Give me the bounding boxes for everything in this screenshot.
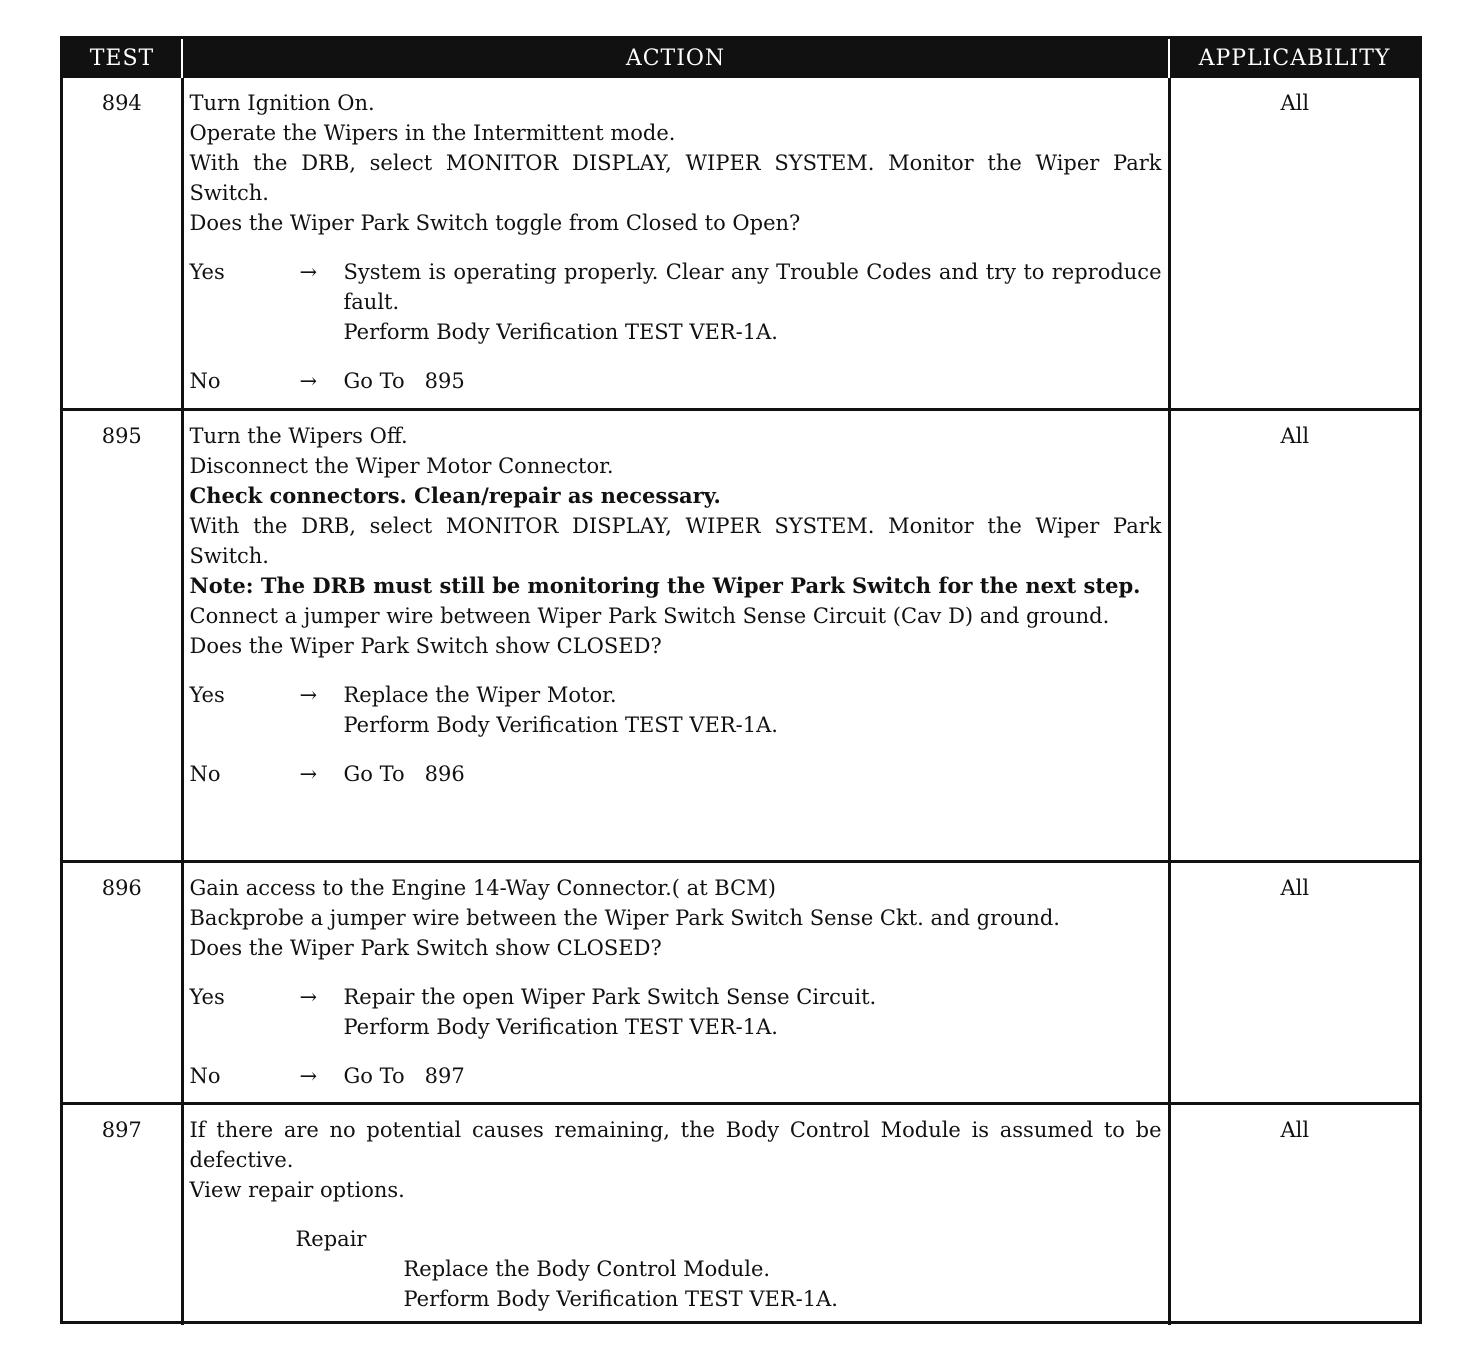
repair-line: Perform Body Verification TEST VER-1A. <box>403 1286 838 1311</box>
test-number: 894 <box>63 78 182 409</box>
applicability-value: All <box>1169 861 1419 1103</box>
result-line: Repair the open Wiper Park Switch Sense Circuit. <box>343 984 877 1009</box>
action-note: Note: The DRB must still be monitoring the Wiper Park Switch for the next step. <box>189 572 1141 598</box>
goto-link[interactable]: Go To 896 <box>343 761 465 786</box>
test-row-897 <box>63 1103 1419 1325</box>
action-cell <box>182 409 1169 861</box>
applicability-value: All <box>1169 1103 1419 1325</box>
yes-result <box>344 257 1162 347</box>
yes-label: Yes <box>189 682 225 707</box>
header-test: TEST <box>63 39 182 78</box>
repair-line: Replace the Body Control Module. <box>403 1256 771 1281</box>
result-line: System is operating properly. Clear any Trouble Codes and try to reproduce fault. <box>343 260 1162 314</box>
no-outcome <box>190 366 1162 396</box>
action-step: If there are no potential causes remaining, the Body Control Module is assumed to be defective. <box>189 1117 1162 1172</box>
applicability-value: All <box>1169 409 1419 861</box>
yes-outcome <box>190 257 1162 347</box>
result-line: Perform Body Verification TEST VER-1A. <box>343 320 778 344</box>
yes-outcome <box>190 982 1162 1042</box>
table-header-row <box>63 39 1419 78</box>
action-cell <box>182 1103 1169 1325</box>
action-step: Gain access to the Engine 14-Way Connector.( at BCM) <box>189 875 776 900</box>
action-step: Operate the Wipers in the Intermittent mode. <box>189 121 676 145</box>
arrow-icon: → <box>299 682 318 707</box>
diagnostic-test-table <box>63 39 1419 1325</box>
yes-label: Yes <box>189 260 225 284</box>
action-question: Does the Wiper Park Switch show CLOSED? <box>189 633 662 658</box>
applicability-value: All <box>1169 78 1419 409</box>
no-label: No <box>189 761 221 786</box>
test-number: 895 <box>63 409 182 861</box>
yes-outcome <box>190 680 1162 740</box>
result-line: Perform Body Verification TEST VER-1A. <box>343 712 778 737</box>
action-step: Disconnect the Wiper Motor Connector. <box>189 453 614 478</box>
test-row-896 <box>63 861 1419 1103</box>
yes-result <box>344 982 1162 1042</box>
action-step: Backprobe a jumper wire between the Wiper Park Switch Sense Ckt. and ground. <box>189 905 1060 930</box>
goto-link[interactable]: Go To 895 <box>343 369 465 393</box>
action-step: View repair options. <box>189 1177 405 1202</box>
arrow-icon: → <box>299 761 318 786</box>
arrow-icon: → <box>299 1063 318 1088</box>
repair-label: Repair <box>295 1226 367 1251</box>
diagnostic-procedure-sheet <box>60 36 1422 1324</box>
action-step: Connect a jumper wire between Wiper Park Switch Sense Circuit (Cav D) and ground. <box>189 603 1110 628</box>
action-step: Turn Ignition On. <box>189 91 375 115</box>
arrow-icon: → <box>299 369 318 393</box>
test-row-895 <box>63 409 1419 861</box>
repair-steps <box>296 1254 1162 1314</box>
header-action: ACTION <box>182 39 1169 78</box>
action-cell <box>182 861 1169 1103</box>
action-step-emphasis: Check connectors. Clean/repair as necessary. <box>189 482 721 508</box>
action-question: Does the Wiper Park Switch show CLOSED? <box>189 935 662 960</box>
no-label: No <box>189 1063 221 1088</box>
test-number: 896 <box>63 861 182 1103</box>
arrow-icon: → <box>299 984 318 1009</box>
action-question: Does the Wiper Park Switch toggle from Closed to Open? <box>189 211 801 235</box>
action-cell <box>182 78 1169 409</box>
result-line: Replace the Wiper Motor. <box>343 682 617 707</box>
no-label: No <box>189 369 221 393</box>
action-step: With the DRB, select MONITOR DISPLAY, WIPER SYSTEM. Monitor the Wiper Park Switch. <box>189 513 1162 568</box>
no-outcome <box>190 759 1162 789</box>
test-number: 897 <box>63 1103 182 1325</box>
header-applicability: APPLICABILITY <box>1169 39 1419 78</box>
action-step: With the DRB, select MONITOR DISPLAY, WIPER SYSTEM. Monitor the Wiper Park Switch. <box>189 151 1162 205</box>
action-step: Turn the Wipers Off. <box>189 423 408 448</box>
arrow-icon: → <box>299 260 318 284</box>
no-outcome <box>190 1061 1162 1091</box>
test-row-894 <box>63 78 1419 409</box>
yes-result <box>344 680 1162 740</box>
goto-link[interactable]: Go To 897 <box>343 1063 465 1088</box>
yes-label: Yes <box>189 984 225 1009</box>
result-line: Perform Body Verification TEST VER-1A. <box>343 1014 778 1039</box>
repair-outcome <box>190 1224 1162 1314</box>
